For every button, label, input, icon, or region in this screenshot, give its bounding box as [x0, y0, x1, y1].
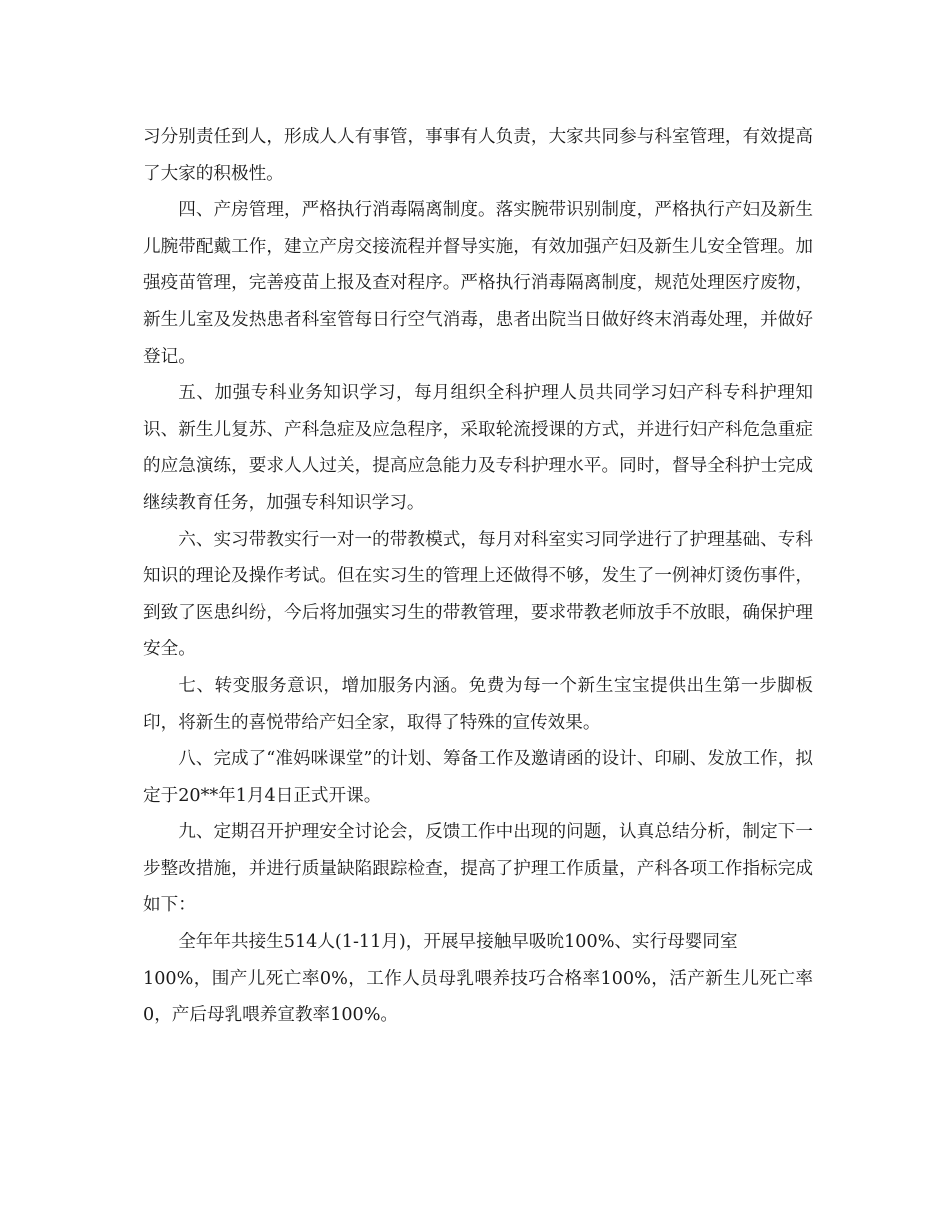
paragraph-mom-classroom: 八、完成了“准妈咪课堂”的计划、筹备工作及邀请函的设计、印刷、发放工作，拟定于20**年1月4日正式开课。: [143, 749, 813, 806]
document-body: [143, 119, 813, 1034]
paragraph-statistics-continued: 100%，围产儿死亡率0%，工作人员母乳喂养技巧合格率100%，活产新生儿死亡率0，产后母乳喂养宣教率100%。: [143, 968, 813, 1026]
paragraph-specialty-training: 五、加强专科业务知识学习，每月组织全科护理人员共同学习妇产科专科护理知识、新生儿复苏、产科急症及应急程序，采取轮流授课的方式，并进行妇产科危急重症的应急演练，要求人人过关，提高应急能力及专科护理水平。同时，督导全科护士完成继续教育任务，加强专科知识学习。: [143, 383, 813, 513]
paragraph-delivery-room-management: 四、产房管理，严格执行消毒隔离制度。落实腕带识别制度，严格执行产妇及新生儿腕带配戴工作，建立产房交接流程并督导实施，有效加强产妇及新生儿安全管理。加强疫苗管理，完善疫苗上报及查对程序。严格执行消毒隔离制度，规范处理医疗废物，新生儿室及发热患者科室管每日行空气消毒，患者出院当日做好终末消毒处理，并做好登记。: [143, 200, 813, 367]
paragraph-service-awareness: 七、转变服务意识，增加服务内涵。免费为每一个新生宝宝提供出生第一步脚板印，将新生的喜悦带给产妇全家，取得了特殊的宣传效果。: [143, 675, 813, 733]
paragraph-annual-statistics: 全年年共接生514人(1-11月)，开展早接触早吸吮100%、实行母婴同室: [178, 932, 738, 953]
paragraph-safety-meetings: 九、定期召开护理安全讨论会，反馈工作中出现的问题，认真总结分析，制定下一步整改措施，并进行质量缺陷跟踪检查，提高了护理工作质量，产科各项工作指标完成如下：: [143, 822, 813, 916]
paragraph-continuation: 习分别责任到人，形成人人有事管，事事有人负责，大家共同参与科室管理，有效提高了大家的积极性。: [143, 127, 813, 184]
paragraph-intern-teaching: 六、实习带教实行一对一的带教模式，每月对科室实习同学进行了护理基础、专科知识的理论及操作考试。但在实习生的管理上还做得不够，发生了一例神灯烫伤事件，到致了医患纠纷，今后将加强实习生的带教管理，要求带教老师放手不放眼，确保护理安全。: [143, 529, 813, 660]
